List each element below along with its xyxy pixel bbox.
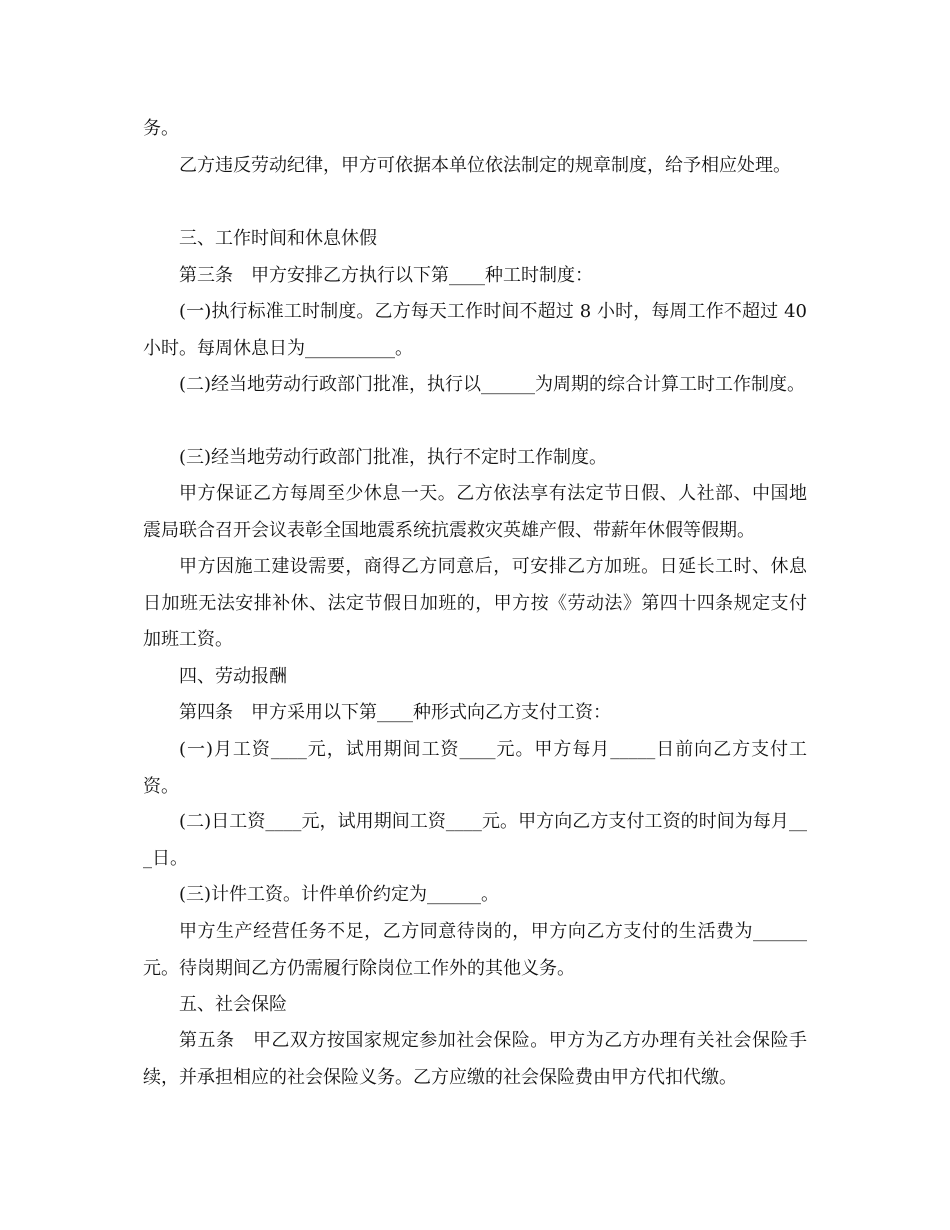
clause-daily-wage: (二)日工资____元，试用期间工资____元。甲方向乙方支付工资的时间为每月___日。 [143, 811, 807, 869]
clause-monthly-wage: (一)月工资____元，试用期间工资____元。甲方每月_____日前向乙方支付工资。 [143, 739, 807, 797]
clause-comprehensive-hours: (二)经当地劳动行政部门批准，执行以______为周期的综合计算工时工作制度。 [179, 374, 806, 395]
clause-standard-hours: (一)执行标准工时制度。乙方每天工作时间不超过 8 小时，每周工作不超过 40 小时。每周休息日为__________。 [143, 301, 807, 359]
section-heading-compensation: 四、劳动报酬 [179, 666, 287, 687]
article-three: 第三条 甲方安排乙方执行以下第____种工时制度： [179, 265, 593, 286]
paragraph-standby: 甲方生产经营任务不足，乙方同意待岗的，甲方向乙方支付的生活费为______元。待岗期间乙方仍需履行除岗位工作外的其他义务。 [143, 921, 807, 979]
article-five: 第五条 甲乙双方按国家规定参加社会保险。甲方为乙方办理有关社会保险手续，并承担相应的社会保险义务。乙方应缴的社会保险费由甲方代扣代缴。 [143, 1030, 807, 1088]
clause-flexible-hours: (三)经当地劳动行政部门批准，执行不定时工作制度。 [179, 447, 608, 468]
paragraph-overtime: 甲方因施工建设需要，商得乙方同意后，可安排乙方加班。日延长工时、休息日加班无法安排补休、法定节假日加班的，甲方按《劳动法》第四十四条规定支付加班工资。 [143, 556, 807, 650]
paragraph-rest-days: 甲方保证乙方每周至少休息一天。乙方依法享有法定节日假、人社部、中国地震局联合召开会议表彰全国地震系统抗震救灾英雄产假、带薪年休假等假期。 [143, 483, 807, 541]
section-heading-work-time: 三、工作时间和休息休假 [179, 228, 377, 249]
article-four: 第四条 甲方采用以下第____种形式向乙方支付工资： [179, 702, 611, 723]
clause-piece-wage: (三)计件工资。计件单价约定为______。 [179, 884, 500, 905]
paragraph-continuation: 务。 [143, 118, 179, 139]
paragraph-discipline: 乙方违反劳动纪律，甲方可依据本单位依法制定的规章制度，给予相应处理。 [179, 155, 791, 176]
section-heading-social-insurance: 五、社会保险 [179, 994, 287, 1015]
